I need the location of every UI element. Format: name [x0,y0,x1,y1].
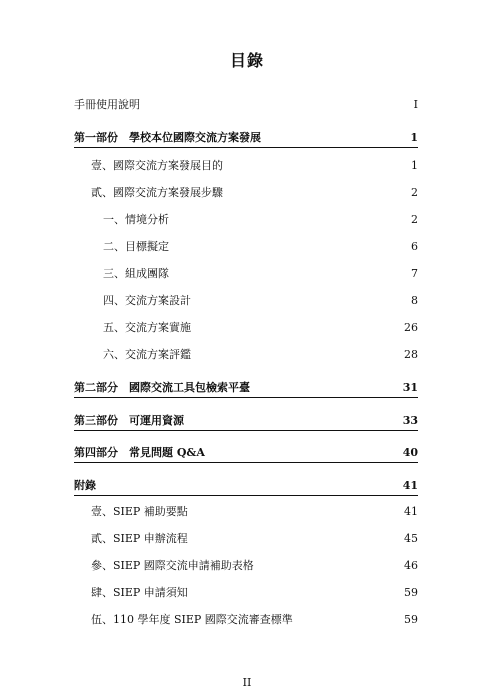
toc-label: 貳、國際交流方案發展步驟 [91,186,223,199]
toc-label: 壹、SIEP 補助要點 [91,505,188,518]
toc-label: 第一部份 學校本位國際交流方案發展 [74,131,261,144]
toc-entry-appendix-5[interactable] [91,611,418,629]
toc-page-number: 31 [402,381,418,394]
toc-entry-part-4[interactable] [74,444,418,463]
toc-label: 六、交流方案評鑑 [103,348,191,361]
toc-page-number: 46 [404,559,418,572]
toc-entry-appendix-1[interactable] [91,503,418,521]
toc-entry-part-3[interactable] [74,412,418,431]
toc-label: 壹、國際交流方案發展目的 [91,159,223,172]
toc-label: 手冊使用說明 [74,98,140,111]
toc-entry-step-6[interactable] [103,346,418,364]
toc-label: 參、SIEP 國際交流申請補助表格 [91,559,254,572]
toc-label: 五、交流方案實施 [103,321,191,334]
toc-page-number: 2 [411,213,418,226]
toc-page-number: 2 [411,186,418,199]
toc-entry-section-1-2[interactable] [91,184,418,202]
toc-page-number: 1 [411,159,418,172]
toc-entry-section-1-1[interactable] [91,157,418,175]
toc-entry-manual[interactable] [74,96,418,114]
toc-entry-step-1[interactable] [103,211,418,229]
toc-label: 四、交流方案設計 [103,294,191,307]
toc-page-number: 59 [404,586,418,599]
toc-label: 第四部分 常見問題 Q&A [74,446,205,459]
toc-page-number: I [413,98,418,111]
toc-page-number: 41 [402,479,418,492]
toc-label: 附錄 [74,479,96,492]
toc-page-number: 28 [404,348,418,361]
toc-page-number: 8 [411,294,418,307]
toc-label: 肆、SIEP 申請須知 [91,586,188,599]
toc-label: 伍、110 學年度 SIEP 國際交流審查標準 [91,613,293,626]
toc-page-number: 45 [404,532,418,545]
toc-page-number: 33 [402,414,418,427]
toc-page-number: 7 [411,267,418,280]
page-title: 目錄 [229,51,264,70]
toc-entry-part-1[interactable] [74,129,418,148]
toc-entry-appendix-3[interactable] [91,557,418,575]
toc-label: 第三部份 可運用資源 [74,414,184,427]
toc-page-number: 1 [410,131,418,144]
toc-entry-step-3[interactable] [103,265,418,283]
toc-label: 三、組成團隊 [103,267,169,280]
toc-label: 二、目標擬定 [103,240,169,253]
toc-entry-appendix-4[interactable] [91,584,418,602]
toc-entry-step-4[interactable] [103,292,418,310]
toc-entry-appendix[interactable] [74,477,418,496]
toc-entry-step-5[interactable] [103,319,418,337]
toc-entry-step-2[interactable] [103,238,418,256]
toc-page-number: 41 [404,505,418,518]
toc-label: 一、情境分析 [103,213,169,226]
toc-page-number: 59 [404,613,418,626]
toc-label: 貳、SIEP 申辦流程 [91,532,188,545]
footer-page-number: II [242,676,252,689]
toc-page-number: 6 [411,240,418,253]
toc-entry-part-2[interactable] [74,379,418,398]
toc-page-number: 26 [404,321,418,334]
toc-page-number: 40 [402,446,418,459]
toc-entry-appendix-2[interactable] [91,530,418,548]
toc-label: 第二部分 國際交流工具包檢索平臺 [74,381,250,394]
